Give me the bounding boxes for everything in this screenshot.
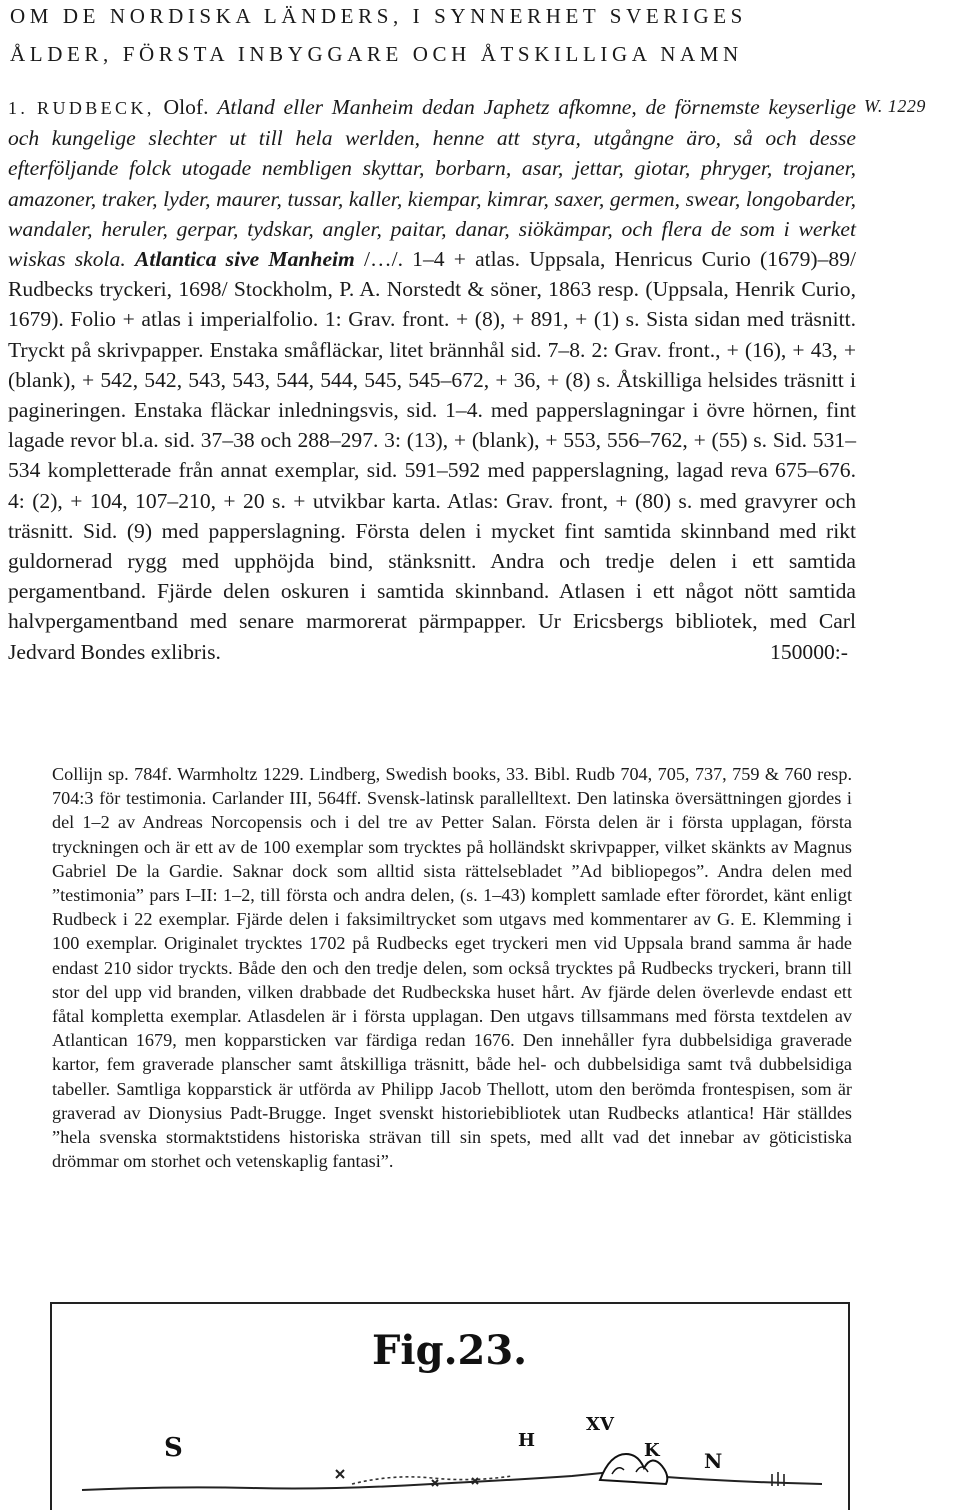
figure-caption: Fig.23.	[372, 1327, 528, 1374]
entry-author-first: Olof.	[154, 95, 218, 119]
figure-letter-s: S	[164, 1433, 183, 1463]
entry-price: 150000:-	[770, 639, 848, 664]
woodcut-illustration	[50, 1302, 850, 1510]
figure-letter-k: K	[644, 1440, 660, 1461]
entry-description: /…/. 1–4 + atlas. Uppsala, Henricus Curio (1679)–89/ Rudbecks tryckeri, 1698/ Stockholm, P. A. Norstedt & söner, 1863 resp. (Uppsala, Henrik Curio, 1679). Folio + atlas i imperialfolio. 1: Grav. front. + (8), + 891, + (1) s. Sista sidan med träsnitt. Tryckt på skrivpapper. Enstaka småfläckar, litet brännhål sid. 7–8. 2: Grav. front., + (16), + 43, + (blank), + 542, 542, 543, 543, 544, 544, 545, 545–672, + 36, + (8) s. Åtskilliga helsides träsnitt i pagineringen. Enstaka fläckar inledningsvis, sid. 1–4. med papperslagningar i övre hörnen, fint lagade revor bl.a. sid. 37–38 och 288–297. 3: (13), + (blank), + 553, 556–762, + (55) s. Sid. 531–534 kompletterade från annat exemplar, sid. 591–592 med papperslagning, lagad reva 675–676. 4: (2), + 104, 107–210, + 20 s. + utvikbar karta. Atlas: Grav. front, + (80) s. med gravyrer och träsnitt. Sid. (9) med papperslagning. Första delen i mycket fint samtida skinnband med rikt guldornerad rygg med upphöjda bind, stänksnitt. Andra och tredje delen i ett samtida pergamentband. Fjärde delen oskuren i samtida skinnband. Atlasen i ett något nött samtida halvpergamentband med senare marmorerat pärmpapper. Ur Ericsbergs bibliotek, med Carl Jedvard Bondes exlibris.	[8, 247, 856, 664]
entry-number: 1.	[8, 98, 29, 118]
figure-letter-n: N	[704, 1449, 723, 1473]
entry-text	[8, 92, 856, 667]
section-heading-line-2: ÅLDER, FÖRSTA INBYGGARE OCH ÅTSKILLIGA NAMN	[10, 42, 743, 66]
entry-notes: Collijn sp. 784f. Warmholtz 1229. Lindberg, Swedish books, 33. Bibl. Rudb 704, 705, 737, 759 & 760 resp. 704:3 för testimonia. Carlander III, 564ff. Svensk-latinsk parallelltext. Den latinska översättningen gjordes i del 1–2 av Andreas Norcopensis och i del tre av Petter Salan. Första delen är i första upplagan, första tryckningen och är ett av de 100 exemplar som trycktes på holländskt skrivpapper, vilket skänkts av Magnus Gabriel De la Gardie. Saknar dock som alltid sista rättelsebladet ”Ad bibliopegos”. Andra delen med ”testimonia” pars I–II: 1–2, till första och andra delen, (s. 1–43) komplett samlade efter förordet, känt enligt Rudbeck i 22 exemplar. Fjärde delen i faksimiltrycket som utgavs med kommentarer av G. E. Klemming i 100 exemplar. Originalet trycktes 1702 på Rudbecks eget tryckeri men vid Uppsala brand samma år hade endast 210 sidor tryckts. Både den och den tredje delen, som också trycktes på Rudbecks tryckeri, brann till stor del upp vid branden, vilken drabbade det Rudbeckska huset hårt. Av fjärde delen överlevde endast ett fåtal kompletta exemplar. Atlasdelen är i första upplagan. Den utgavs tillsammans med första textdelen av Atlantican 1679, men kopparsticken var färdiga redan 1676. Den innehåller fyra dubbelsidiga graverade kartor, fem graverade planscher samt åtskilliga träsnitt, både hel- och dubbelsidiga samt två dubbelsidiga tabeller. Samtliga kopparstick är utförda av Philipp Jacob Thellott, utom den berömda frontespisen, som är graverad av Dionysius Padt-Brugge. Inget svenskt historiebibliotek utan Rudbecks atlantica! Här ställdes ”hela svenska stormaktstidens historiska strävan till sin spets, med allt vad det innebar av göticistiska drömmar om storhet och vetenskaplig fantasi”.	[52, 764, 852, 1172]
entry-title: Atland eller Manheim dedan Japhetz afkomne, de förnemste keyserlige och kungelige slechter ut till hela werlden, henne att styra, utgångne äro, så och desse efterföljande folck utogade nembligen skyttar, borbarn, asar, jettar, giotar, phryger, trojaner, amazoner, traker, lyder, maurer, tussar, kaller, kiempar, kimrar, saxer, germen, swear, longobarder, wandaler, heruler, gerpar, tydskar, angler, paitar, danar, siökämpar, och flera de som i werket wiskas skola.	[8, 95, 857, 272]
woodcut-drawing	[52, 1304, 848, 1510]
catalog-entry	[8, 92, 856, 667]
section-heading-line-1: OM DE NORDISKA LÄNDERS, I SYNNERHET SVERIGES	[10, 4, 747, 28]
margin-reference: W. 1229	[864, 96, 926, 116]
entry-author: RUDBECK,	[37, 98, 155, 118]
figure-letter-h: H	[518, 1430, 536, 1451]
figure-letter-xv: XV	[586, 1414, 614, 1435]
ground-line	[82, 1472, 822, 1490]
entry-title-latin: Atlantica sive Manheim	[134, 247, 355, 272]
